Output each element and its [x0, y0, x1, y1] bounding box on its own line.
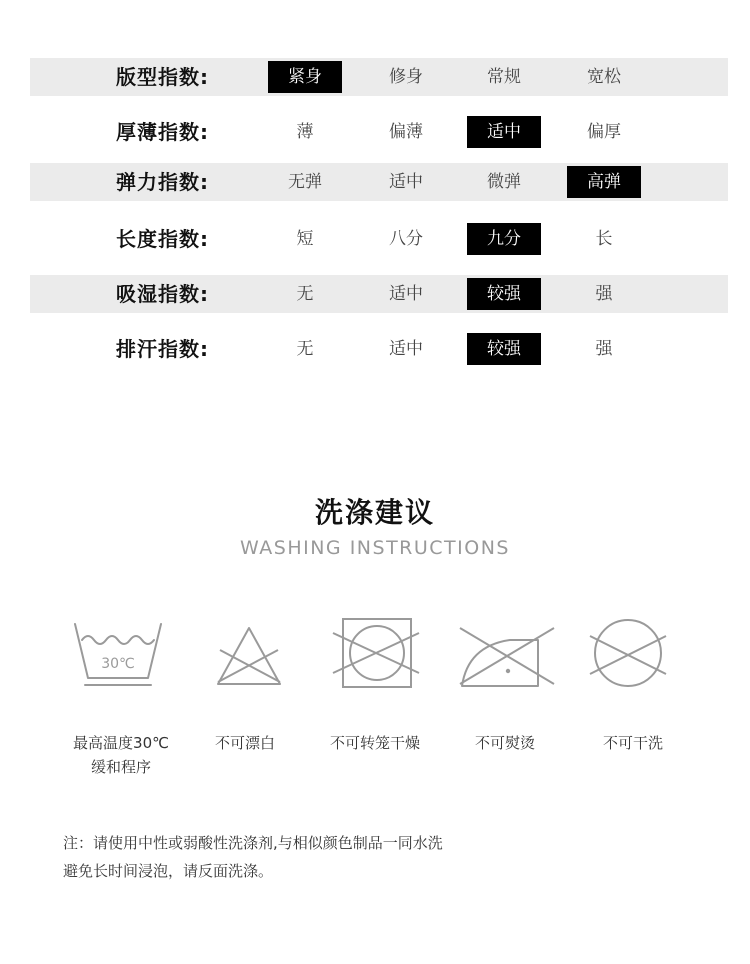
wash-tub-30c-icon [72, 616, 164, 692]
option: 偏厚 [587, 122, 621, 142]
row-label: 厚薄指数: [116, 120, 209, 144]
no-dry-clean-label [578, 731, 688, 755]
option: 适中 [389, 339, 423, 359]
label-line: 不可转笼干燥 [329, 734, 420, 752]
option: 偏薄 [389, 122, 423, 142]
no-bleach-icon [214, 616, 284, 692]
wash-tub-label [58, 731, 184, 779]
option: 宽松 [587, 67, 621, 87]
option-selected: 较强 [467, 278, 541, 310]
option: 修身 [389, 67, 423, 87]
option-selected: 九分 [467, 223, 541, 255]
row-label: 版型指数: [116, 65, 209, 89]
option-selected: 适中 [467, 116, 541, 148]
care-note-line-1: 注：请使用中性或弱酸性洗涤剂,与相似颜色制品一同水洗 [63, 834, 443, 852]
option: 无弹 [288, 172, 322, 192]
row-label: 长度指数: [116, 227, 209, 251]
row-label: 吸湿指数: [116, 282, 209, 306]
no-iron-icon [458, 616, 556, 692]
option-selected: 高弹 [567, 166, 641, 198]
row-label: 弹力指数: [116, 170, 209, 194]
row-label: 排汗指数: [116, 337, 209, 361]
option: 薄 [296, 122, 314, 142]
option: 微弹 [487, 172, 521, 192]
moisture-absorption-index-row [30, 275, 728, 313]
option: 长 [595, 229, 613, 249]
option-selected: 较强 [467, 333, 541, 365]
option: 八分 [389, 229, 423, 249]
washing-subtitle: WASHING INSTRUCTIONS [240, 537, 510, 559]
no-bleach-label [190, 731, 300, 755]
option: 适中 [389, 172, 423, 192]
option: 短 [296, 229, 314, 249]
label-line: 不可漂白 [214, 734, 275, 752]
washing-title: 洗涤建议 [314, 496, 435, 529]
no-dry-clean-icon [586, 616, 670, 692]
length-index-row [30, 220, 728, 258]
label-line: 最高温度30℃ [73, 734, 169, 752]
no-iron-label [450, 731, 560, 755]
option: 强 [595, 339, 613, 359]
label-line: 不可干洗 [602, 734, 663, 752]
thickness-index-row [30, 113, 728, 151]
option-selected: 紧身 [268, 61, 342, 93]
sweat-wicking-index-row [30, 330, 728, 368]
option: 常规 [487, 67, 521, 87]
option: 强 [595, 284, 613, 304]
label-line: 不可熨烫 [474, 734, 535, 752]
tub-temperature: 30℃ [101, 656, 135, 672]
elasticity-index-row [30, 163, 728, 201]
care-note-line-2: 避免长时间浸泡，请反面洗涤。 [63, 862, 274, 880]
option: 无 [296, 339, 314, 359]
no-tumble-dry-label [312, 731, 438, 755]
option: 适中 [389, 284, 423, 304]
no-tumble-dry-icon [330, 616, 422, 692]
option: 无 [296, 284, 314, 304]
label-line: 缓和程序 [90, 758, 151, 776]
fit-index-row [30, 58, 728, 96]
